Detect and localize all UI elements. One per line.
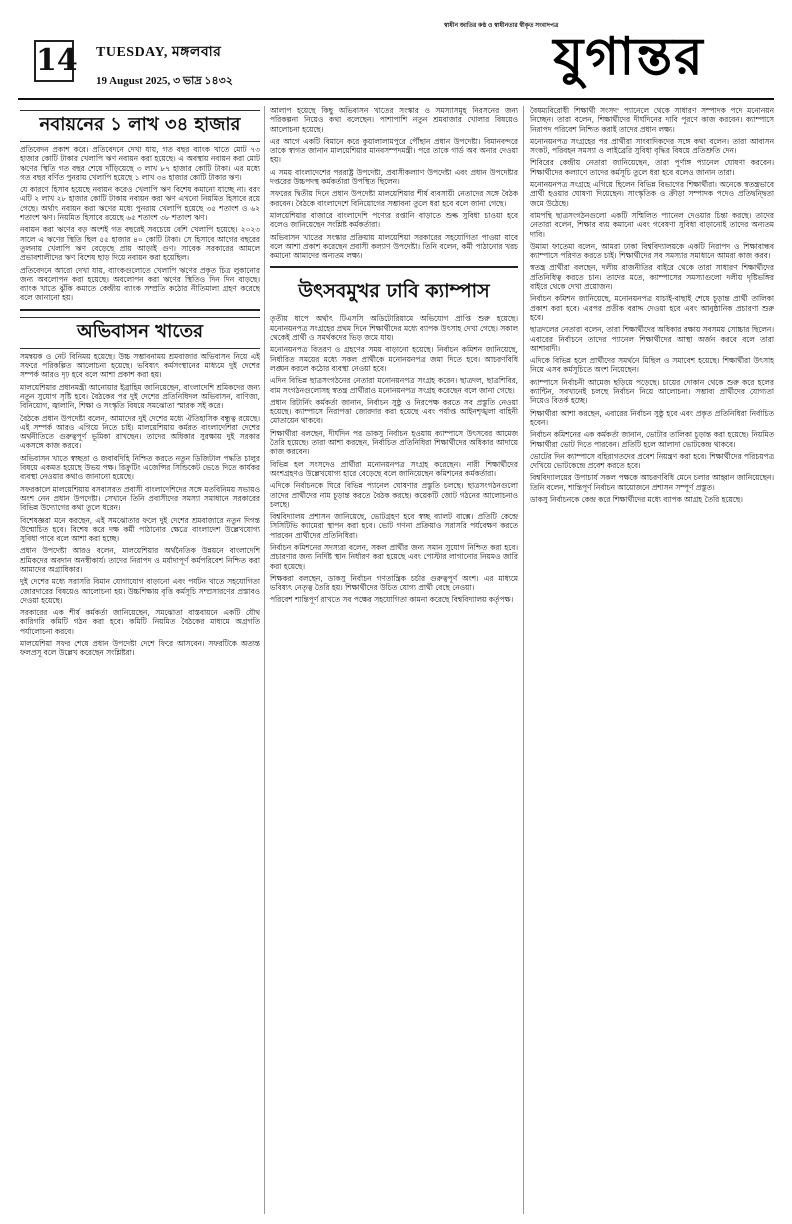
paragraph: এর আগে একটি বিমানে করে কুয়ালালামপুরে পৌঁছান প্রধান উপদেষ্টা। বিমানবন্দরে তাকে স্বাগত জানান মালয়েশিয়ার মানবসম্পদমন্ত্রী। পরে তাকে গার্ড অব অনার দেওয়া হয়। xyxy=(270,136,518,165)
paragraph: শিক্ষার্থীরা আশা করছেন, এবারের নির্বাচন সুষ্ঠু হবে এবং প্রকৃত প্রতিনিধিরা নির্বাচিত হবেন। xyxy=(530,408,774,427)
day-bn: মঙ্গলবার xyxy=(171,45,222,60)
date-line xyxy=(96,72,233,91)
masthead-tagline: স্বাধীন জাতির কণ্ঠ ও স্বাধীনতার স্বীকৃত সংবাদপত্র xyxy=(444,23,559,29)
paragraph: সমন্বয়ক ও নেট বিনিময় হয়েছে। উচ্চ সম্ভাবনাময় শ্রমবাজার অভিবাসন নিয়ে এই সফরে পরিকল্পিত আলোচনা হয়েছে। ভবিষ্যৎ কর্মসংস্থানের মাধ্যমে দুই দেশের সম্পর্ক আরও দৃঢ় হবে বলে আশা প্রকাশ করা হয়। xyxy=(20,351,260,380)
paragraph: নির্বাচন কমিশনের এক কর্মকর্তা জানান, ভোটার তালিকা চূড়ান্ত করা হয়েছে। নিয়মিত শিক্ষার্থীরা ভোট দিতে পারবেন। প্রতিটি হলে আলাদা ভোটকেন্দ্র থাকবে। xyxy=(530,430,774,449)
paragraph: নবায়ন করা ঋণের বড় অংশই গত বছরেই সবচেয়ে বেশি খেলাপি হয়েছে। ২০২৩ সালে এ ঋণের স্থিতি ছিল ৫৫ হাজার ৪০ কোটি টাকা। সে হিসাবে আগের বছরের তুলনায় খেলাপি ঋণ বেড়েছে প্রায় আড়াই গুণ। সাবেক সরকারের আমলে প্রভাবশালীদের ঋণ বিশেষ ছাড় দিয়ে নবায়ন করা হয়েছিল। xyxy=(20,225,260,263)
column-divider xyxy=(523,106,524,1214)
paragraph: এ সময় বাংলাদেশের পররাষ্ট্র উপদেষ্টা, প্রবাসীকল্যাণ উপদেষ্টা এবং প্রধান উপদেষ্টার দপ্তরের উচ্চপদস্থ কর্মকর্তারা উপস্থিত ছিলেন। xyxy=(270,167,518,187)
paragraph: বৈঠকে প্রধান উপদেষ্টা বলেন, আমাদের দুই দেশের মধ্যে ঐতিহাসিক বন্ধুত্ব রয়েছে। এই সম্পর্ক আরও এগিয়ে নিতে চাই। মালয়েশিয়ায় কর্মরত বাংলাদেশিরা দেশের অর্থনীতিতে গুরুত্বপূর্ণ ভূমিকা রাখছেন। তাদের অধিকার সুরক্ষায় দুই সরকার একসঙ্গে কাজ করবে। xyxy=(20,413,260,451)
paragraph: এদিকে বিভিন্ন হলে প্রার্থীদের সমর্থনে মিছিল ও সমাবেশ হয়েছে। শিক্ষার্থীরা উৎসাহ নিয়ে এসব কর্মসূচিতে অংশ নিয়েছেন। xyxy=(530,356,774,375)
paragraph: মনোনয়নপত্র সংগ্রহে এগিয়ে ছিলেন বিভিন্ন বিভাগের শিক্ষার্থীরা। অনেকে স্বতন্ত্রভাবে প্রার্থী হওয়ার ঘোষণা দিয়েছেন। সাংস্কৃতিক ও ক্রীড়া সম্পাদক পদেও প্রতিদ্বন্দ্বিতা জমে উঠেছে। xyxy=(530,180,774,208)
paragraph: প্রধান উপদেষ্টা আরও বলেন, মালয়েশিয়ার অর্থনৈতিক উন্নয়নে বাংলাদেশি শ্রমিকদের অবদান অনস্বীকার্য। তাদের নিরাপদ ও মর্যাদাপূর্ণ কর্মপরিবেশ নিশ্চিত করা আমাদের অগ্রাধিকার। xyxy=(20,546,260,574)
paragraph: নির্বাচন কমিশনের সদস্যরা বলেন, সকল প্রার্থীর জন্য সমান সুযোগ নিশ্চিত করা হবে। প্রচারণার জন্য নির্দিষ্ট স্থান নির্ধারণ করা হয়েছে এবং পোস্টার লাগানোর নিয়মও জারি করা হয়েছে। xyxy=(270,542,518,571)
masthead xyxy=(444,14,764,94)
paragraph: ভোটের দিন ক্যাম্পাসে বহিরাগতদের প্রবেশ নিয়ন্ত্রণ করা হবে। শিক্ষার্থীদের পরিচয়পত্র দেখিয়ে ভোটকেন্দ্রে প্রবেশ করতে হবে। xyxy=(530,451,774,471)
paragraph: এদিকে নির্বাচনকে ঘিরে বিভিন্ন প্যানেল ঘোষণার প্রস্তুতি চলছে। ছাত্রসংগঠনগুলো তাদের প্রার্থীদের নাম চূড়ান্ত করতে বৈঠক করছে। কয়েকটি জোট গঠনের আলোচনাও চলছে। xyxy=(270,481,518,509)
day-en: TUESDAY, xyxy=(96,45,168,60)
header-rule xyxy=(18,98,774,100)
paragraph: মনোনয়নপত্র বিতরণ ও গ্রহণের সময় বাড়ানো হয়েছে। নির্বাচন কমিশন জানিয়েছে, নির্ধারিত সময়ের মধ্যে সকল প্রার্থীকে মনোনয়নপত্র জমা দিতে হবে। আচরণবিধি লঙ্ঘন করলে কঠোর ব্যবস্থা নেওয়া হবে। xyxy=(270,345,518,373)
column-2 xyxy=(270,106,518,1214)
paragraph: মালয়েশিয়া সফর শেষে প্রধান উপদেষ্টা দেশে ফিরে আসবেন। সফরটিকে অত্যন্ত ফলপ্রসূ বলে উল্লেখ করেছেন সংশ্লিষ্টরা। xyxy=(20,639,260,658)
paragraph: বৈষম্যবিরোধী শিক্ষার্থী সংসদ' প্যানেলে থেকে সাধারণ সম্পাদক পদে মনোনয়ন নিচ্ছেন। তারা বলেন, শিক্ষার্থীদের দীর্ঘদিনের দাবি পূরণে কাজ করবেন। ক্যাম্পাসে নিরাপদ পরিবেশ নিশ্চিত করাই তাদের প্রধান লক্ষ্য। xyxy=(530,106,774,134)
day-line xyxy=(96,40,233,64)
paragraph: মালয়েশিয়ার প্রধানমন্ত্রী আনোয়ার ইব্রাহিম জানিয়েছেন, বাংলাদেশি শ্রমিকদের জন্য নতুন সুযোগ সৃষ্টি হবে। বৈঠকের পর দুই দেশের প্রতিনিধিদল অভিবাসন, বাণিজ্য, বিনিয়োগ, জ্বালানি, শিক্ষা ও সংস্কৃতি বিষয়ে সমঝোতা স্মারক সই করে। xyxy=(20,382,260,411)
story-loan-renewal xyxy=(20,145,260,303)
paragraph: তৃতীয় ধাপে অর্থাৎ টিএসসি অডিটোরিয়ামে অভিযোগ প্রাপ্তি শুরু হয়েছে। মনোনয়নপত্র সংগ্রহের প্রথম দিনে শিক্ষার্থীদের মধ্যে ব্যাপক উৎসাহ দেখা গেছে। সকাল থেকেই প্রার্থী ও সমর্থকদের ভিড় জমে যায়। xyxy=(270,314,518,343)
paragraph: ছাত্রদলের নেতারা বলেন, তারা শিক্ষার্থীদের অধিকার রক্ষায় সবসময় সোচ্চার ছিলেন। এবারের নির্বাচনে তাদের প্যানেল শিক্ষার্থীদের আস্থা অর্জন করবে বলে তারা আশাবাদী। xyxy=(530,325,774,353)
paragraph: ক্যাম্পাসে নির্বাচনী আমেজ ছড়িয়ে পড়েছে। চায়ের দোকান থেকে শুরু করে হলের ক্যান্টিন, সবখানেই চলছে নির্বাচন নিয়ে আলোচনা। সম্ভাব্য প্রার্থীদের যোগ্যতা নিয়েও বিতর্ক হচ্ছে। xyxy=(530,377,774,406)
paragraph: পরিবেশ শান্তিপূর্ণ রাখতে সব পক্ষের সহযোগিতা কামনা করেছে বিশ্ববিদ্যালয় কর্তৃপক্ষ। xyxy=(270,595,514,605)
date-bn: ৩ ভাদ্র ১৪৩২ xyxy=(173,75,233,87)
paragraph: বিভিন্ন হল সংসদেও প্রার্থীরা মনোনয়নপত্র সংগ্রহ করেছেন। নারী শিক্ষার্থীদের অংশগ্রহণও উল্লেখযোগ্য হারে বেড়েছে বলে জানিয়েছেন কমিশনের কর্মকর্তারা। xyxy=(270,459,518,478)
story-migration-continued xyxy=(270,106,518,260)
paragraph: উমামা ফাতেমা বলেন, আমরা ঢাকা বিশ্ববিদ্যালয়কে একটি নিরাপদ ও শিক্ষাবান্ধব ক্যাম্পাসে পরিণত করতে চাই। শিক্ষার্থীদের সব সমস্যার সমাধানে আমরা কাজ করব। xyxy=(530,241,774,261)
paragraph: বামপন্থি ছাত্রসংগঠনগুলো একটি সম্মিলিত প্যানেল দেওয়ার চিন্তা করছে। তাদের নেতারা বলেন, শিক্ষার ব্যয় কমানো এবং গবেষণা সুবিধা বাড়ানোই তাদের অন্যতম দাবি। xyxy=(530,210,774,239)
paragraph: বিশ্ববিদ্যালয়ের উপাচার্য সকল পক্ষকে আচরণবিধি মেনে চলার আহ্বান জানিয়েছেন। তিনি বলেন, শান্তিপূর্ণ নির্বাচন আয়োজনে প্রশাসন সম্পূর্ণ প্রস্তুত। xyxy=(530,473,774,492)
paragraph: সফরকালে মালয়েশিয়ায় বসবাসরত প্রবাসী বাংলাদেশিদের সঙ্গে মতবিনিময় সভায়ও অংশ নেন প্রধান উপদেষ্টা। সেখানে তিনি প্রবাসীদের সমস্যা সমাধানে সরকারের বিভিন্ন উদ্যোগের কথা তুলে ধরেন। xyxy=(20,484,260,513)
paragraph: প্রতিবেদনে আরো দেখা যায়, ব্যাংকগুলোতে খেলাপি ঋণের প্রকৃত চিত্র লুকানোর জন্য অবলোপন করা হয়েছে। অবলোপন করা ঋণের স্থিতিও দিন দিন বাড়ছে। ব্যাংক খাতে ঝুঁকি কমাতে কেন্দ্রীয় ব্যাংক সম্প্রতি কঠোর নীতিমালা গ্রহণ করেছে বলে জানানো হয়। xyxy=(20,265,260,303)
paragraph: প্রধান রিটার্নিং কর্মকর্তা জানান, নির্বাচন সুষ্ঠু ও নিরপেক্ষ করতে সব প্রস্তুতি নেওয়া হয়েছে। ক্যাম্পাসে নিরাপত্তা জোরদার করা হয়েছে এবং পর্যাপ্ত আইনশৃঙ্খলা বাহিনী মোতায়েন থাকবে। xyxy=(270,397,518,426)
paragraph: অভিবাসন খাতে স্বচ্ছতা ও জবাবদিহি নিশ্চিত করতে নতুন ডিজিটাল পদ্ধতি চালুর বিষয়ে একমত হয়েছে উভয় পক্ষ। রিক্রুটিং এজেন্সির সিন্ডিকেট ভেঙে দিতে কার্যকর ব্যবস্থা নেওয়ার কথাও জানানো হয়েছে। xyxy=(20,453,260,482)
paragraph: যে কারণে হিসাব হয়েছে নবায়ন করেও খেলাপি ঋণ বিশেষ কমানো যাচ্ছে না। বরং এটি ২ লাখ ২৮ হাজার কোটি টাকায় নবায়ন করা ঋণ এখনো নিয়মিত হিসাবে রয়ে গেছে। অর্থাৎ নবায়ন করা ঋণের মধ্যে পুনরায় খেলাপি হয়েছে ৩৫ শতাংশ ও ৬২ শতাংশ ঋণ। নিয়মিত হিসাবে রয়েছে ৬৫ শতাংশ ৩৮ শতাংশ ঋণ। xyxy=(20,185,260,223)
column-1 xyxy=(20,106,260,1214)
paragraph: শিক্ষকরা বলছেন, ডাকসু নির্বাচন গণতান্ত্রিক চর্চার গুরুত্বপূর্ণ অংশ। এর মাধ্যমে ভবিষ্যৎ নেতৃত্ব তৈরি হয়। শিক্ষার্থীদের উচিত যোগ্য প্রার্থী বেছে নেওয়া। xyxy=(270,573,518,593)
story-du-campus-continued xyxy=(530,106,774,504)
column-divider xyxy=(264,106,265,1214)
column-3 xyxy=(530,106,774,1214)
paragraph: মালয়েশিয়ার বাজারে বাংলাদেশি পণ্যের রপ্তানি বাড়াতে শুল্ক সুবিধা চাওয়া হবে বলেও জানিয়েছেন সংশ্লিষ্ট কর্মকর্তারা। xyxy=(270,210,518,230)
paragraph: অভিবাসন খাতের সংস্কার প্রক্রিয়ায় মালয়েশিয়া সরকারের সহযোগিতা পাওয়া যাবে বলে আশা প্রকাশ করেছেন প্রবাসী কল্যাণ উপদেষ্টা। তিনি বলেন, কর্মী পাঠানোর খরচ কমানো আমাদের অন্যতম লক্ষ্য। xyxy=(270,232,518,261)
paragraph: মনোনয়নপত্র সংগ্রহের পর প্রার্থীরা সাংবাদিকদের সঙ্গে কথা বলেন। তারা আবাসন সংকট, পরিবহন সমস্যা ও লাইব্রেরি সুবিধা বৃদ্ধির বিষয়ে প্রতিশ্রুতি দেন। xyxy=(530,136,774,156)
page-number: 14 xyxy=(34,40,74,82)
paragraph: নির্বাচন কমিশন জানিয়েছে, মনোনয়নপত্র যাচাই-বাছাই শেষে চূড়ান্ত প্রার্থী তালিকা প্রকাশ করা হবে। এরপর প্রতীক বরাদ্দ দেওয়া হবে এবং আনুষ্ঠানিক প্রচারণা শুরু হবে। xyxy=(530,294,774,322)
paragraph: বিশ্ববিদ্যালয় প্রশাসন জানিয়েছে, ভোটগ্রহণ হবে স্বচ্ছ ব্যালট বাক্সে। প্রতিটি কেন্দ্রে সিসিটিভি ক্যামেরা স্থাপন করা হবে। ভোট গণনা প্রক্রিয়াও সরাসরি পর্যবেক্ষণ করতে পারবেন প্রার্থীদের প্রতিনিধিরা। xyxy=(270,512,518,540)
paragraph: শিবিরের কেন্দ্রীয় নেতারা জানিয়েছেন, তারা পূর্ণাঙ্গ প্যানেল ঘোষণা করবেন। শিক্ষার্থীদের কল্যাণে তাদের কর্মসূচি তুলে ধরা হবে বলেও জানান তারা। xyxy=(530,158,774,177)
paragraph: প্রতিবেদন প্রকাশ করে। প্রতিবেদনে দেখা যায়, গত বছর ব্যাংক খাতে মোট ৭৩ হাজার কোটি টাকার খেলাপি ঋণ নবায়ন করা হয়েছে। এ অবস্থায় নবায়ন করা মোট ঋণের স্থিতি গত বছর শেষে দাঁড়িয়েছে ৩ লাখ ৮৭ হাজার কোটি টাকা। এর মধ্যে গত বছর বর্ণিত পুনরায় খেলাপি হয়েছে ১ লাখ ৩৪ হাজার কোটি টাকার ঋণ। xyxy=(20,145,260,182)
headline-loan-renewal: নবায়নের ১ লাখ ৩৪ হাজার xyxy=(20,110,260,142)
headline-migration: অভিবাসন খাতের xyxy=(20,317,260,349)
page-header xyxy=(18,10,774,96)
story-migration xyxy=(20,309,260,658)
paragraph: সফরের দ্বিতীয় দিনে প্রধান উপদেষ্টা মালয়েশিয়ার শীর্ষ ব্যবসায়ী নেতাদের সঙ্গে বৈঠক করবেন। বৈঠকে বাংলাদেশে বিনিয়োগের সম্ভাবনা তুলে ধরা হবে বলে জানা গেছে। xyxy=(270,189,518,208)
paragraph: স্বতন্ত্র প্রার্থীরা বলছেন, দলীয় রাজনীতির বাইরে থেকে তারা সাধারণ শিক্ষার্থীদের প্রতিনিধিত্ব করতে চান। তাদের মতে, ক্যাম্পাসের সমস্যাগুলো দলীয় দৃষ্টিভঙ্গির বাইরে থেকে দেখা প্রয়োজন। xyxy=(530,263,774,292)
paragraph: শিক্ষার্থীরা বলছেন, দীর্ঘদিন পর ডাকসু নির্বাচন হওয়ায় ক্যাম্পাসে উৎসবের আমেজ তৈরি হয়েছে। তারা আশা করছেন, নির্বাচিত প্রতিনিধিরা শিক্ষার্থীদের অধিকার আদায়ে কাজ করবেন। xyxy=(270,428,518,457)
paragraph: ডাকসু নির্বাচনকে কেন্দ্র করে শিক্ষার্থীদের মধ্যে ব্যাপক আগ্রহ তৈরি হয়েছে। xyxy=(530,494,743,504)
masthead-logo: যুগান্তর xyxy=(553,26,705,87)
paragraph: সরকারের এক শীর্ষ কর্মকর্তা জানিয়েছেন, সমঝোতা বাস্তবায়নে একটি যৌথ কারিগরি কমিটি গঠন করা হবে। কমিটি নিয়মিত বৈঠকের মাধ্যমে অগ্রগতি পর্যালোচনা করবে। xyxy=(20,608,260,636)
paragraph: বিশেষজ্ঞরা মনে করছেন, এই সমঝোতার ফলে দুই দেশের শ্রমবাজারে নতুন দিগন্ত উন্মোচিত হবে। বিশেষ করে দক্ষ কর্মী পাঠানোর ক্ষেত্রে বাংলাদেশ উল্লেখযোগ্য সুবিধা পাবে বলে আশা করা হচ্ছে। xyxy=(20,515,260,544)
date-en: 19 August 2025, xyxy=(96,75,171,87)
story-du-campus xyxy=(270,266,518,604)
date-block xyxy=(96,40,233,91)
headline-du-campus: উৎসবমুখর ঢাবি ক্যাম্পাস xyxy=(298,280,490,303)
paragraph: এদিন বিভিন্ন ছাত্রসংগঠনের নেতারা মনোনয়নপত্র সংগ্রহ করেন। ছাত্রদল, ছাত্রশিবির, বাম সংগঠনগুলোসহ স্বতন্ত্র প্রার্থীরাও মনোনয়নপত্র সংগ্রহ করেছেন বলে জানা গেছে। xyxy=(270,376,518,395)
paragraph: আলাপ হয়েছে কিছু অভিবাসন খাতের সংস্কার ও সমস্যাসমূহ নিরসনের জন্য পরিকল্পনা নিয়েও কথা বলেছেন। পাশাপাশি নতুন শ্রমবাজার খোলার বিষয়েও আলোচনা হয়েছে। xyxy=(270,106,518,134)
paragraph: দুই দেশের মধ্যে সরাসরি বিমান যোগাযোগ বাড়ানো এবং পর্যটন খাতে সহযোগিতা জোরদারের বিষয়েও আলোচনা হয়। উচ্চশিক্ষায় বৃত্তি কর্মসূচি সম্প্রসারণের প্রস্তাবও দেওয়া হয়েছে। xyxy=(20,577,260,605)
